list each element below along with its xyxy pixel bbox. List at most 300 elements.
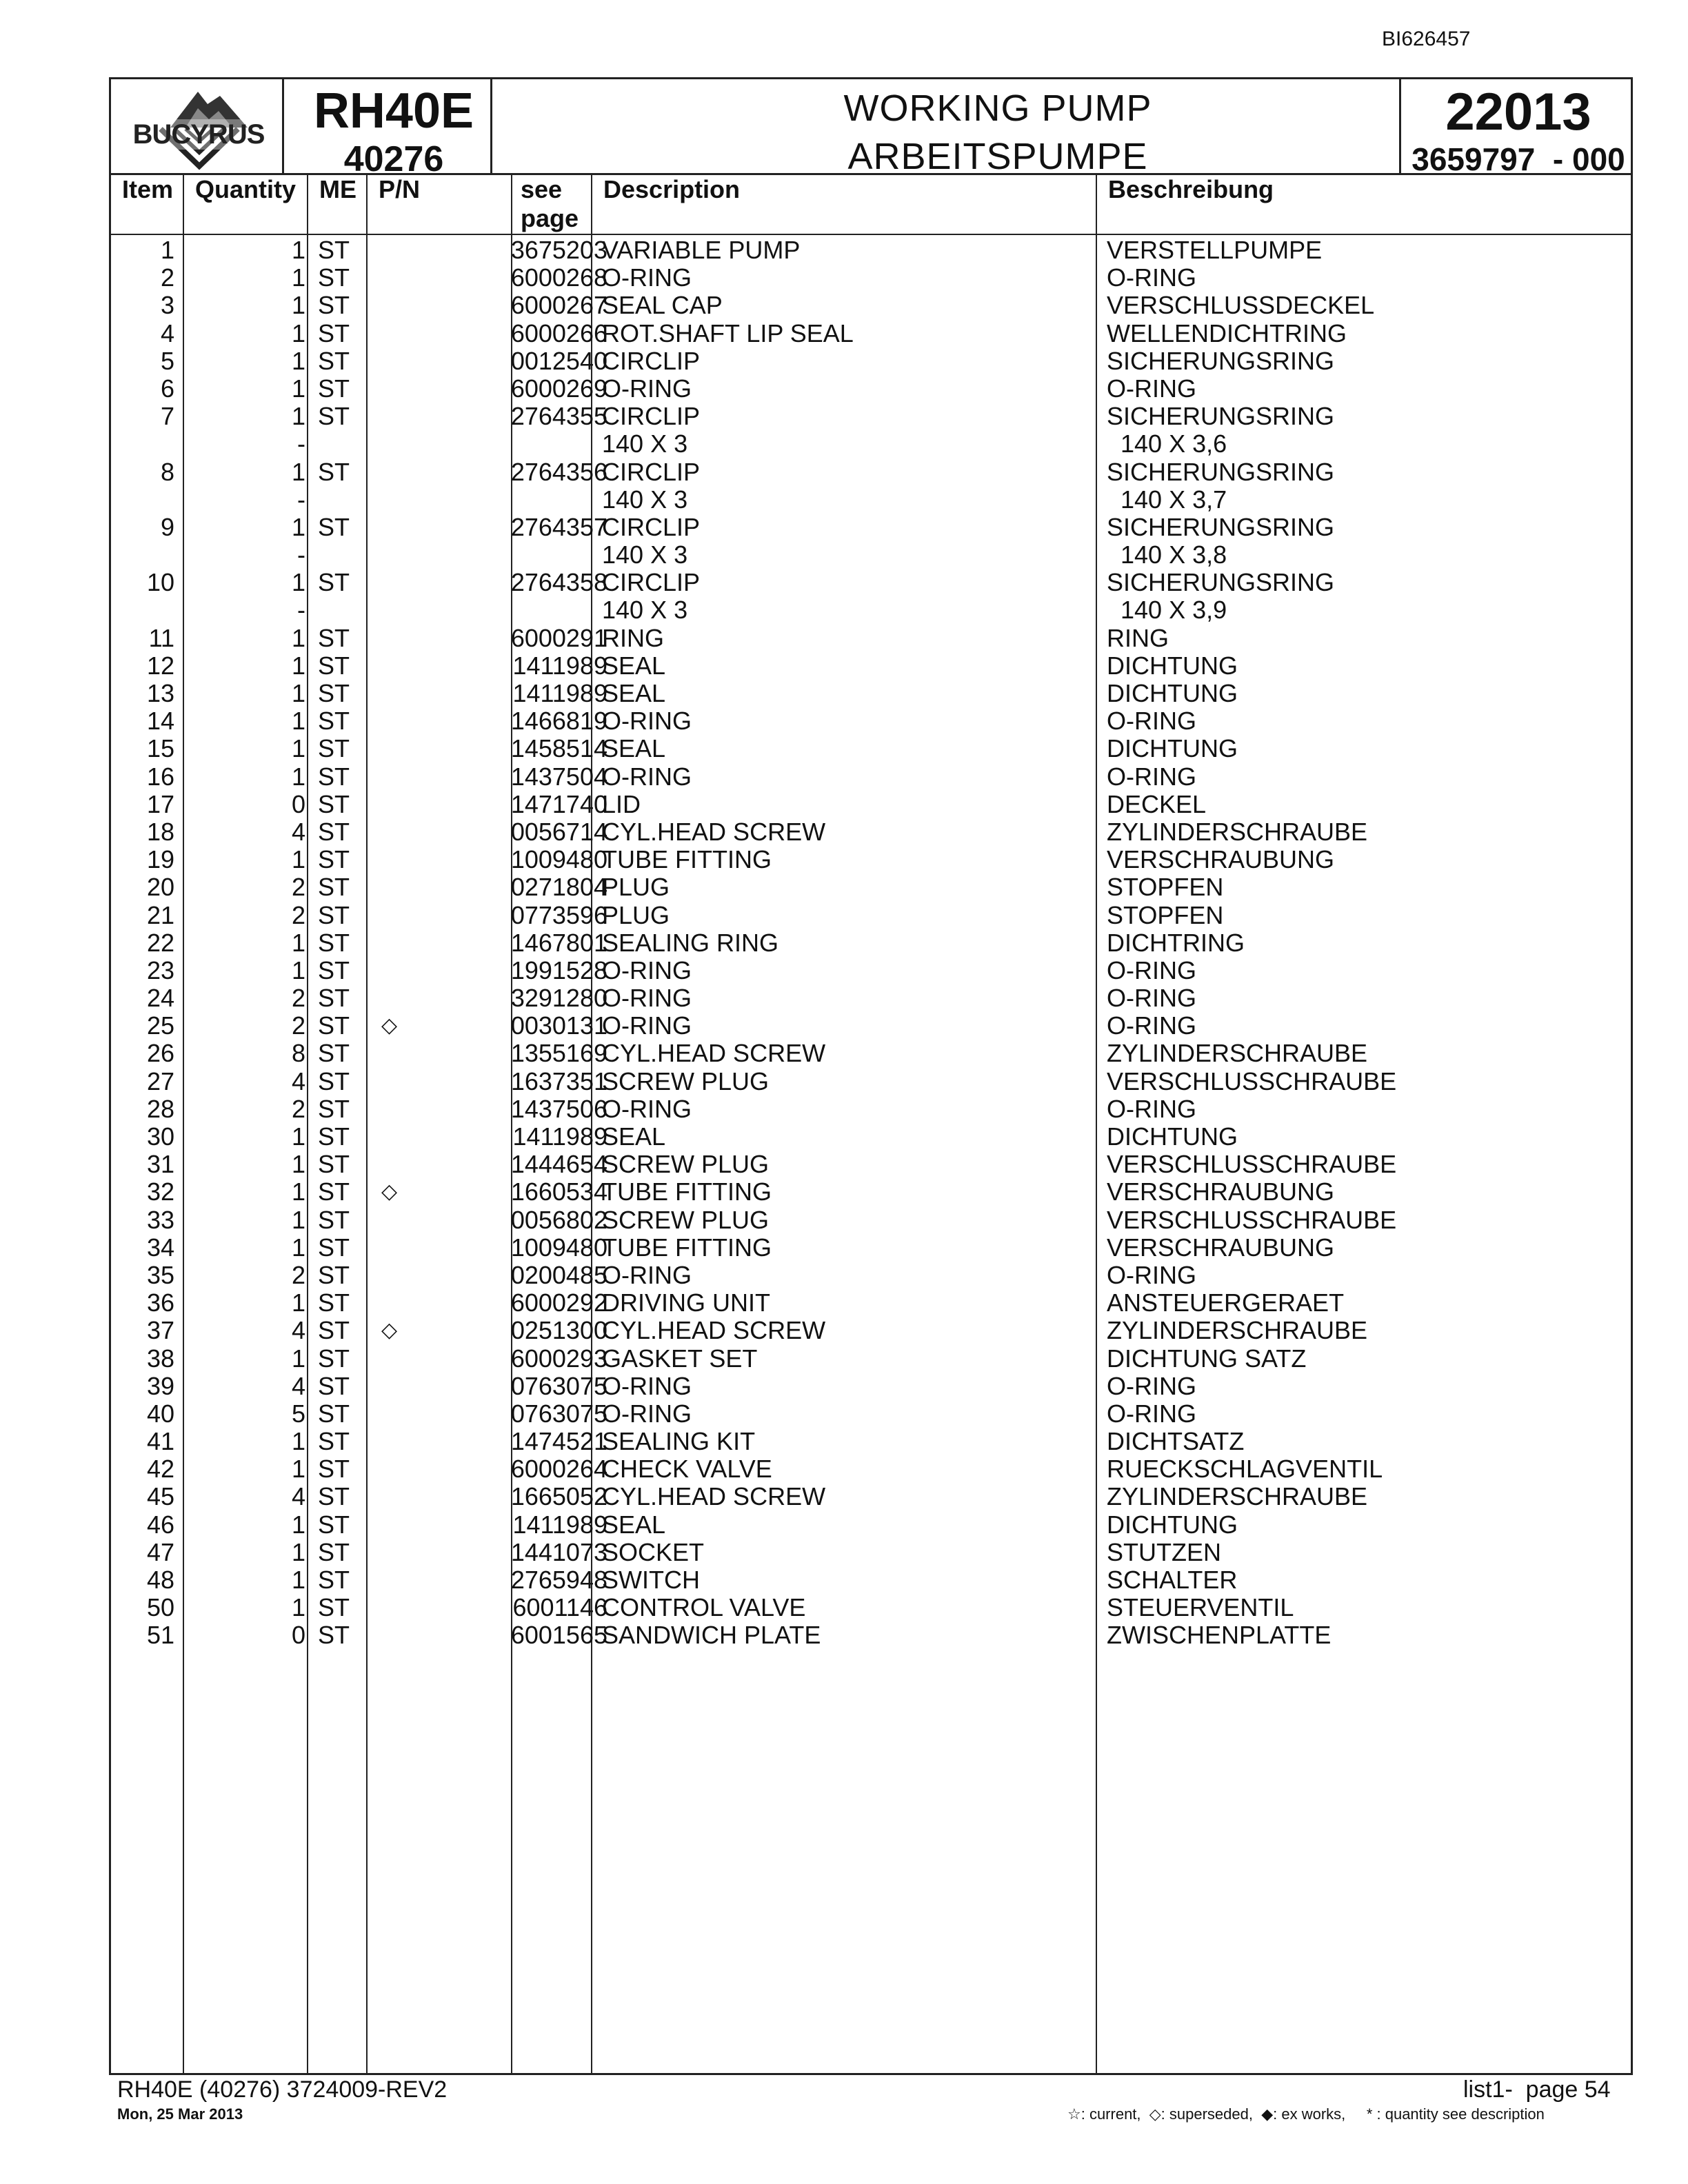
quantity-cell: 1 xyxy=(291,1510,305,1539)
quantity-cell: 1 xyxy=(291,623,305,652)
me-cell: ST xyxy=(318,623,350,652)
item-cell: 10 xyxy=(146,568,174,597)
item-cell: 35 xyxy=(146,1260,174,1289)
description-cell: 140 X 3 xyxy=(602,596,688,625)
quantity-cell: 1 xyxy=(291,1537,305,1566)
quantity-cell: 2 xyxy=(291,1011,305,1040)
me-cell: ST xyxy=(318,1233,350,1262)
me-cell: ST xyxy=(318,789,350,818)
beschreibung-cell: O-RING xyxy=(1107,374,1196,403)
quantity-cell: 1 xyxy=(291,1344,305,1373)
quantity-cell: 1 xyxy=(291,1122,305,1151)
quantity-cell: 1 xyxy=(291,1233,305,1262)
beschreibung-cell: VERSCHLUSSCHRAUBE xyxy=(1107,1066,1397,1095)
beschreibung-cell: STUTZEN xyxy=(1107,1537,1221,1566)
beschreibung-cell: DICHTSATZ xyxy=(1107,1427,1245,1456)
beschreibung-cell: DICHTUNG xyxy=(1107,1510,1238,1539)
item-cell: 39 xyxy=(146,1371,174,1400)
table-row xyxy=(111,1206,1632,1234)
table-row xyxy=(111,430,1632,458)
item-cell: 41 xyxy=(146,1427,174,1456)
beschreibung-cell: ZYLINDERSCHRAUBE xyxy=(1107,1316,1368,1345)
beschreibung-cell: SICHERUNGSRING xyxy=(1107,512,1335,541)
description-cell: SEAL xyxy=(602,679,666,707)
beschreibung-cell: VERSTELLPUMPE xyxy=(1107,236,1323,264)
item-cell: 23 xyxy=(146,956,174,984)
description-cell: SCREW PLUG xyxy=(602,1205,770,1234)
item-cell: 9 xyxy=(160,512,174,541)
me-cell: ST xyxy=(318,1039,350,1068)
quantity-cell: 2 xyxy=(291,984,305,1013)
part-number-cell: 2764358 xyxy=(510,568,607,597)
part-number-cell: 1444654 xyxy=(510,1150,607,1179)
item-cell: 1 xyxy=(160,236,174,264)
quantity-cell: 1 xyxy=(291,679,305,707)
description-cell: RING xyxy=(602,623,664,652)
title-english: WORKING PUMP xyxy=(843,88,1152,129)
beschreibung-cell: O-RING xyxy=(1107,263,1196,292)
item-cell: 51 xyxy=(146,1621,174,1650)
footer-doc-ref: RH40E (40276) 3724009-REV2 xyxy=(117,2076,448,2103)
part-number-cell: 0030131 xyxy=(510,1011,607,1040)
quantity-cell: - xyxy=(297,540,305,569)
table-row xyxy=(111,264,1632,292)
table-row xyxy=(111,458,1632,486)
description-cell: CYL.HEAD SCREW xyxy=(602,1482,826,1511)
item-cell: 50 xyxy=(146,1593,174,1622)
item-cell: 20 xyxy=(146,873,174,902)
item-cell: 11 xyxy=(148,623,174,652)
description-cell: CONTROL VALVE xyxy=(602,1593,806,1622)
part-number-cell: 6000293 xyxy=(510,1344,607,1373)
description-cell: CYL.HEAD SCREW xyxy=(602,1316,826,1345)
item-cell: 38 xyxy=(146,1344,174,1373)
table-row xyxy=(111,1012,1632,1040)
quantity-cell: 2 xyxy=(291,900,305,929)
group-number: 22013 xyxy=(1445,83,1591,141)
col-header-beschreibung: Beschreibung xyxy=(1108,175,1274,203)
item-cell: 8 xyxy=(160,457,174,486)
table-row xyxy=(111,957,1632,984)
quantity-cell: 2 xyxy=(291,873,305,902)
beschreibung-cell: O-RING xyxy=(1107,984,1196,1013)
table-row xyxy=(111,791,1632,818)
me-cell: ST xyxy=(318,679,350,707)
quantity-cell: 1 xyxy=(291,1288,305,1317)
quantity-cell: 1 xyxy=(291,291,305,320)
description-cell: LID xyxy=(602,789,641,818)
me-cell: ST xyxy=(318,568,350,597)
description-cell: 140 X 3 xyxy=(602,429,688,458)
title-german: ARBEITSPUMPE xyxy=(847,136,1148,177)
me-cell: ST xyxy=(318,457,350,486)
beschreibung-cell: SICHERUNGSRING xyxy=(1107,402,1335,431)
table-row xyxy=(111,1178,1632,1206)
description-cell: O-RING xyxy=(602,707,692,736)
table-row xyxy=(111,292,1632,319)
part-number-cell: 1474521 xyxy=(510,1427,607,1456)
me-cell: ST xyxy=(318,1094,350,1123)
quantity-cell: 1 xyxy=(291,1593,305,1622)
me-cell: ST xyxy=(318,900,350,929)
item-cell: 17 xyxy=(146,789,174,818)
me-cell: ST xyxy=(318,1455,350,1484)
description-cell: O-RING xyxy=(602,762,692,791)
me-cell: ST xyxy=(318,1371,350,1400)
table-row xyxy=(111,1068,1632,1095)
part-number-cell: 1471740 xyxy=(510,789,607,818)
me-cell: ST xyxy=(318,263,350,292)
header-divider xyxy=(282,79,284,173)
me-cell: ST xyxy=(318,1066,350,1095)
me-cell: ST xyxy=(318,984,350,1013)
me-cell: ST xyxy=(318,1177,350,1206)
item-cell: 28 xyxy=(146,1094,174,1123)
bucyrus-logo xyxy=(117,85,281,173)
table-row xyxy=(111,1234,1632,1262)
quantity-cell: 1 xyxy=(291,374,305,403)
table-row xyxy=(111,1566,1632,1594)
part-number-cell: 2764356 xyxy=(510,457,607,486)
item-cell: 42 xyxy=(146,1455,174,1484)
description-cell: O-RING xyxy=(602,1094,692,1123)
quantity-cell: 0 xyxy=(291,1621,305,1650)
item-cell: 22 xyxy=(146,928,174,957)
quantity-cell: 4 xyxy=(291,1482,305,1511)
description-cell: CHECK VALVE xyxy=(602,1455,772,1484)
description-cell: TUBE FITTING xyxy=(602,1177,772,1206)
beschreibung-cell: O-RING xyxy=(1107,1399,1196,1428)
quantity-cell: 1 xyxy=(291,1205,305,1234)
item-cell: 4 xyxy=(160,318,174,347)
description-cell: SEAL xyxy=(602,1510,666,1539)
me-cell: ST xyxy=(318,318,350,347)
table-row xyxy=(111,347,1632,375)
me-cell: ST xyxy=(318,374,350,403)
quantity-cell: 1 xyxy=(291,1455,305,1484)
beschreibung-cell: DECKEL xyxy=(1107,789,1207,818)
part-number-cell: 0012540 xyxy=(510,346,607,375)
item-cell: 47 xyxy=(146,1537,174,1566)
part-number-cell: 0763075 xyxy=(510,1399,607,1428)
part-number-cell: 0056802 xyxy=(510,1205,607,1234)
table-row xyxy=(111,1345,1632,1373)
parts-list-frame xyxy=(109,77,1633,2075)
part-number-cell: 6000268 xyxy=(510,263,607,292)
part-number-cell: 6000292 xyxy=(510,1288,607,1317)
description-cell: CIRCLIP xyxy=(602,402,701,431)
table-row xyxy=(111,1483,1632,1510)
beschreibung-cell: ANSTEUERGERAET xyxy=(1107,1288,1345,1317)
beschreibung-cell: VERSCHRAUBUNG xyxy=(1107,1233,1335,1262)
beschreibung-cell: VERSCHRAUBUNG xyxy=(1107,845,1335,874)
part-number-cell: 6000267 xyxy=(510,291,607,320)
description-cell: O-RING xyxy=(602,984,692,1013)
beschreibung-cell: O-RING xyxy=(1107,1371,1196,1400)
table-row xyxy=(111,818,1632,846)
item-cell: 3 xyxy=(160,291,174,320)
quantity-cell: 1 xyxy=(291,651,305,680)
part-number-cell: 1466819 xyxy=(510,707,607,736)
part-number-cell: 6000264 xyxy=(510,1455,607,1484)
me-cell: ST xyxy=(318,707,350,736)
part-number-cell: 1411989 xyxy=(512,1122,607,1151)
description-cell: TUBE FITTING xyxy=(602,845,772,874)
me-cell: ST xyxy=(318,1566,350,1594)
beschreibung-cell: SICHERUNGSRING xyxy=(1107,457,1335,486)
me-cell: ST xyxy=(318,1510,350,1539)
beschreibung-cell: VERSCHLUSSDECKEL xyxy=(1107,291,1375,320)
quantity-cell: 1 xyxy=(291,318,305,347)
col-header-see: see xyxy=(521,175,563,203)
quantity-cell: 4 xyxy=(291,1371,305,1400)
item-cell: 13 xyxy=(146,679,174,707)
part-number-cell: 3291280 xyxy=(510,984,607,1013)
description-cell: SEAL xyxy=(602,651,666,680)
quantity-cell: 8 xyxy=(291,1039,305,1068)
part-number-cell: 1411989 xyxy=(512,1510,607,1539)
table-row xyxy=(111,1539,1632,1566)
me-cell: ST xyxy=(318,651,350,680)
table-row xyxy=(111,1123,1632,1151)
col-header-pn: P/N xyxy=(379,175,421,203)
beschreibung-cell: RING xyxy=(1107,623,1169,652)
me-cell: ST xyxy=(318,236,350,264)
description-cell: O-RING xyxy=(602,263,692,292)
table-row xyxy=(111,541,1632,569)
beschreibung-cell: 140 X 3,9 xyxy=(1107,596,1227,625)
table-row xyxy=(111,375,1632,403)
beschreibung-cell: VERSCHLUSSCHRAUBE xyxy=(1107,1150,1397,1179)
item-cell: 45 xyxy=(146,1482,174,1511)
item-cell: 16 xyxy=(146,762,174,791)
me-cell: ST xyxy=(318,1621,350,1650)
table-row xyxy=(111,1289,1632,1317)
beschreibung-cell: 140 X 3,6 xyxy=(1107,429,1227,458)
beschreibung-cell: 140 X 3,8 xyxy=(1107,540,1227,569)
me-cell: ST xyxy=(318,346,350,375)
me-cell: ST xyxy=(318,845,350,874)
quantity-cell: - xyxy=(297,429,305,458)
description-cell: O-RING xyxy=(602,1399,692,1428)
item-cell: 12 xyxy=(146,651,174,680)
superseded-icon: ◇ xyxy=(381,1180,398,1204)
table-row xyxy=(111,1095,1632,1123)
me-cell: ST xyxy=(318,1344,350,1373)
col-header-description: Description xyxy=(603,175,741,203)
footer-page: list1- page 54 xyxy=(1463,2076,1611,2103)
part-number-cell: 1637351 xyxy=(510,1066,607,1095)
item-cell: 19 xyxy=(146,845,174,874)
part-number-cell: 1355169 xyxy=(510,1039,607,1068)
table-row xyxy=(111,1511,1632,1539)
me-cell: ST xyxy=(318,817,350,846)
superseded-icon: ◇ xyxy=(381,1319,398,1342)
me-cell: ST xyxy=(318,402,350,431)
table-row xyxy=(111,1317,1632,1344)
me-cell: ST xyxy=(318,1427,350,1456)
description-cell: O-RING xyxy=(602,956,692,984)
item-cell: 15 xyxy=(146,734,174,763)
description-cell: SWITCH xyxy=(602,1566,700,1594)
item-cell: 2 xyxy=(160,263,174,292)
description-cell: CIRCLIP xyxy=(602,346,701,375)
description-cell: TUBE FITTING xyxy=(602,1233,772,1262)
part-number-cell: 2764357 xyxy=(510,512,607,541)
assembly-number: 3659797 - 000 xyxy=(1411,141,1625,177)
item-cell: 46 xyxy=(146,1510,174,1539)
description-cell: SEAL xyxy=(602,1122,666,1151)
part-number-cell: 0763075 xyxy=(510,1371,607,1400)
beschreibung-cell: ZYLINDERSCHRAUBE xyxy=(1107,1039,1368,1068)
quantity-cell: 0 xyxy=(291,789,305,818)
item-cell: 24 xyxy=(146,984,174,1013)
me-cell: ST xyxy=(318,291,350,320)
quantity-cell: 1 xyxy=(291,762,305,791)
description-cell: SEAL xyxy=(602,734,666,763)
quantity-cell: 1 xyxy=(291,1150,305,1179)
item-cell: 34 xyxy=(146,1233,174,1262)
table-row xyxy=(111,846,1632,873)
quantity-cell: 1 xyxy=(291,707,305,736)
table-row xyxy=(111,1594,1632,1621)
table-row xyxy=(111,403,1632,430)
beschreibung-cell: DICHTRING xyxy=(1107,928,1245,957)
table-row xyxy=(111,236,1632,264)
table-row xyxy=(111,873,1632,901)
col-header-page: page xyxy=(521,204,579,232)
table-row xyxy=(111,735,1632,762)
part-number-cell: 6001565 xyxy=(510,1621,607,1650)
description-cell: O-RING xyxy=(602,1371,692,1400)
footer-legend: ☆: current, ◇: superseded, ◆: ex works, * : quantity see description xyxy=(1067,2105,1545,2123)
col-header-me: ME xyxy=(319,175,356,203)
quantity-cell: - xyxy=(297,485,305,514)
beschreibung-cell: STEUERVENTIL xyxy=(1107,1593,1294,1622)
table-row xyxy=(111,569,1632,596)
quantity-cell: 1 xyxy=(291,512,305,541)
description-cell: GASKET SET xyxy=(602,1344,758,1373)
description-cell: ROT.SHAFT LIP SEAL xyxy=(602,318,854,347)
quantity-cell: 1 xyxy=(291,568,305,597)
table-row xyxy=(111,1373,1632,1400)
brand-name: BUCYRUS xyxy=(121,119,277,150)
model-name: RH40E xyxy=(313,83,474,139)
part-number-cell: 6000266 xyxy=(510,318,607,347)
part-number-cell: 1660534 xyxy=(510,1177,607,1206)
beschreibung-cell: ZYLINDERSCHRAUBE xyxy=(1107,1482,1368,1511)
quantity-cell: 2 xyxy=(291,1094,305,1123)
quantity-cell: 4 xyxy=(291,817,305,846)
description-cell: CIRCLIP xyxy=(602,512,701,541)
beschreibung-cell: O-RING xyxy=(1107,1260,1196,1289)
part-number-cell: 3675203 xyxy=(510,236,607,264)
col-header-item: Item xyxy=(122,175,174,203)
table-row xyxy=(111,680,1632,707)
me-cell: ST xyxy=(318,956,350,984)
quantity-cell: 4 xyxy=(291,1066,305,1095)
part-number-cell: 0200485 xyxy=(510,1260,607,1289)
description-cell: PLUG xyxy=(602,873,670,902)
item-cell: 6 xyxy=(160,374,174,403)
part-number-cell: 1665052 xyxy=(510,1482,607,1511)
item-cell: 40 xyxy=(146,1399,174,1428)
beschreibung-cell: STOPFEN xyxy=(1107,873,1224,902)
part-number-cell: 1441073 xyxy=(510,1537,607,1566)
me-cell: ST xyxy=(318,1205,350,1234)
me-cell: ST xyxy=(318,1260,350,1289)
parts-table xyxy=(111,236,1632,1650)
superseded-icon: ◇ xyxy=(381,1014,398,1038)
item-cell: 48 xyxy=(146,1566,174,1594)
me-cell: ST xyxy=(318,1011,350,1040)
item-cell: 18 xyxy=(146,817,174,846)
me-cell: ST xyxy=(318,1122,350,1151)
beschreibung-cell: VERSCHRAUBUNG xyxy=(1107,1177,1335,1206)
me-cell: ST xyxy=(318,873,350,902)
quantity-cell: 1 xyxy=(291,346,305,375)
description-cell: SCREW PLUG xyxy=(602,1066,770,1095)
quantity-cell: 1 xyxy=(291,236,305,264)
table-row xyxy=(111,902,1632,929)
quantity-cell: 1 xyxy=(291,956,305,984)
item-cell: 25 xyxy=(146,1011,174,1040)
beschreibung-cell: VERSCHLUSSCHRAUBE xyxy=(1107,1205,1397,1234)
beschreibung-cell: O-RING xyxy=(1107,707,1196,736)
item-cell: 32 xyxy=(146,1177,174,1206)
beschreibung-cell: WELLENDICHTRING xyxy=(1107,318,1347,347)
part-number-cell: 2765948 xyxy=(510,1566,607,1594)
column-header-line xyxy=(111,234,1631,235)
me-cell: ST xyxy=(318,1288,350,1317)
quantity-cell: 1 xyxy=(291,928,305,957)
beschreibung-cell: RUECKSCHLAGVENTIL xyxy=(1107,1455,1383,1484)
part-number-cell: 6000269 xyxy=(510,374,607,403)
part-number-cell: 1458514 xyxy=(510,734,607,763)
part-number-cell: 0251300 xyxy=(510,1316,607,1345)
quantity-cell: 1 xyxy=(291,1427,305,1456)
table-row xyxy=(111,929,1632,957)
description-cell: SOCKET xyxy=(602,1537,705,1566)
description-cell: SEAL CAP xyxy=(602,291,723,320)
beschreibung-cell: SCHALTER xyxy=(1107,1566,1238,1594)
quantity-cell: 1 xyxy=(291,263,305,292)
table-row xyxy=(111,1151,1632,1178)
quantity-cell: 1 xyxy=(291,1177,305,1206)
beschreibung-cell: DICHTUNG xyxy=(1107,734,1238,763)
beschreibung-cell: SICHERUNGSRING xyxy=(1107,568,1335,597)
part-number-cell: 2764355 xyxy=(510,402,607,431)
item-cell: 21 xyxy=(146,900,174,929)
table-row xyxy=(111,320,1632,347)
part-number-cell: 1009480 xyxy=(510,845,607,874)
item-cell: 27 xyxy=(146,1066,174,1095)
table-row xyxy=(111,707,1632,735)
table-row xyxy=(111,1040,1632,1067)
description-cell: CYL.HEAD SCREW xyxy=(602,817,826,846)
document-id: BI626457 xyxy=(1382,28,1471,50)
beschreibung-cell: DICHTUNG xyxy=(1107,1122,1238,1151)
part-number-cell: 1437504 xyxy=(510,762,607,791)
part-number-cell: 0271804 xyxy=(510,873,607,902)
model-number: 40276 xyxy=(343,139,444,179)
me-cell: ST xyxy=(318,1150,350,1179)
part-number-cell: 6001146 xyxy=(512,1593,607,1622)
description-cell: SCREW PLUG xyxy=(602,1150,770,1179)
me-cell: ST xyxy=(318,1399,350,1428)
beschreibung-cell: O-RING xyxy=(1107,956,1196,984)
footer-date: Mon, 25 Mar 2013 xyxy=(117,2105,243,2123)
